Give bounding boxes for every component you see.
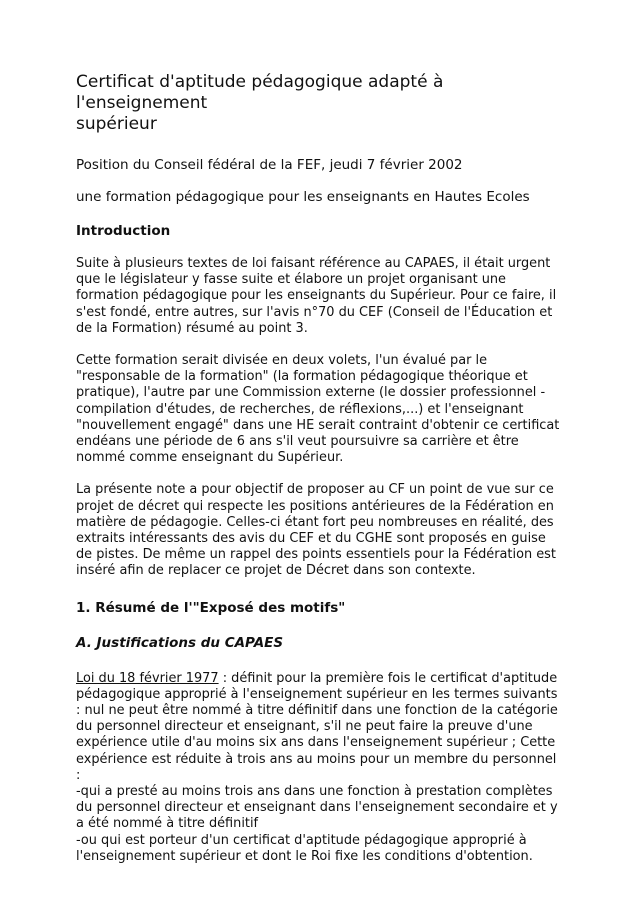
document-title: Certificat d'aptitude pédagogique adapté à l'enseignement supérieur [76, 72, 444, 134]
section-1-heading: 1. Résumé de l'"Exposé des motifs" [76, 599, 346, 616]
intro-heading: Introduction [76, 223, 171, 239]
tagline: une formation pédagogique pour les enseignants en Hautes Ecoles [76, 189, 530, 205]
intro-paragraph-2: Cette formation serait divisée en deux volets, l'un évalué par le "responsable de la formation" (la formation pédagogique théorique et pratique), l'autre par une Commission externe (le dossier professionnel - compilation d'études, de recherches, de réflexions,...) et l'enseignant "nouvellement engagé" dans une HE serait contraint d'obtenir ce certificat endéans une période de 6 ans s'il veut poursuivre sa carrière et être nommé comme enseignant du Supérieur. [76, 353, 560, 466]
intro-paragraph-1: Suite à plusieurs textes de loi faisant référence au CAPAES, il était urgent que le législateur y fasse suite et élabore un projet organisant une formation pédagogique pour les enseignants du Supérieur. Pour ce faire, il s'est fondé, entre autres, sur l'avis n°70 du CEF (Conseil de l'Éducation et de la Formation) résumé au point 3. [76, 256, 557, 336]
section-a-heading: A. Justifications du CAPAES [76, 634, 284, 651]
position-line: Position du Conseil fédéral de la FEF, jeudi 7 février 2002 [76, 157, 463, 173]
law-text: : définit pour la première fois le certificat d'aptitude pédagogique approprié à l'enseignement supérieur en les termes suivants : nul ne peut être nommé à titre définitif dans une fonction de la catégorie du personnel directeur et enseignant, s'il ne peut faire la preuve d'une expérience utile d'au moins six ans dans l'enseignement supérieur ; Cette expérience est réduite à trois ans au moins pour un membre du personnel : -qui a presté au moins trois ans dans une fonction à prestation complètes du personnel directeur et enseignant dans l'enseignement secondaire et y a été nommé à titre définitif -ou qui est porteur d'un certificat d'aptitude pédagogique approprié à l'enseignement supérieur et dont le Roi fixe les conditions d'obtention. [76, 670, 558, 864]
law-date: Loi du 18 février 1977 [76, 670, 219, 686]
intro-paragraph-3: La présente note a pour objectif de proposer au CF un point de vue sur ce projet de décret qui respecte les positions antérieures de la Fédération en matière de pédagogie. Celles-ci étant fort peu nombreuses en réalité, des extraits intéressants des avis du CEF et du CGHE sont proposés en guise de pistes. De même un rappel des points essentiels pour la Fédération est inséré afin de replacer ce projet de Décret dans son contexte. [76, 482, 556, 579]
document-page [76, 72, 566, 865]
law-paragraph [76, 671, 566, 865]
